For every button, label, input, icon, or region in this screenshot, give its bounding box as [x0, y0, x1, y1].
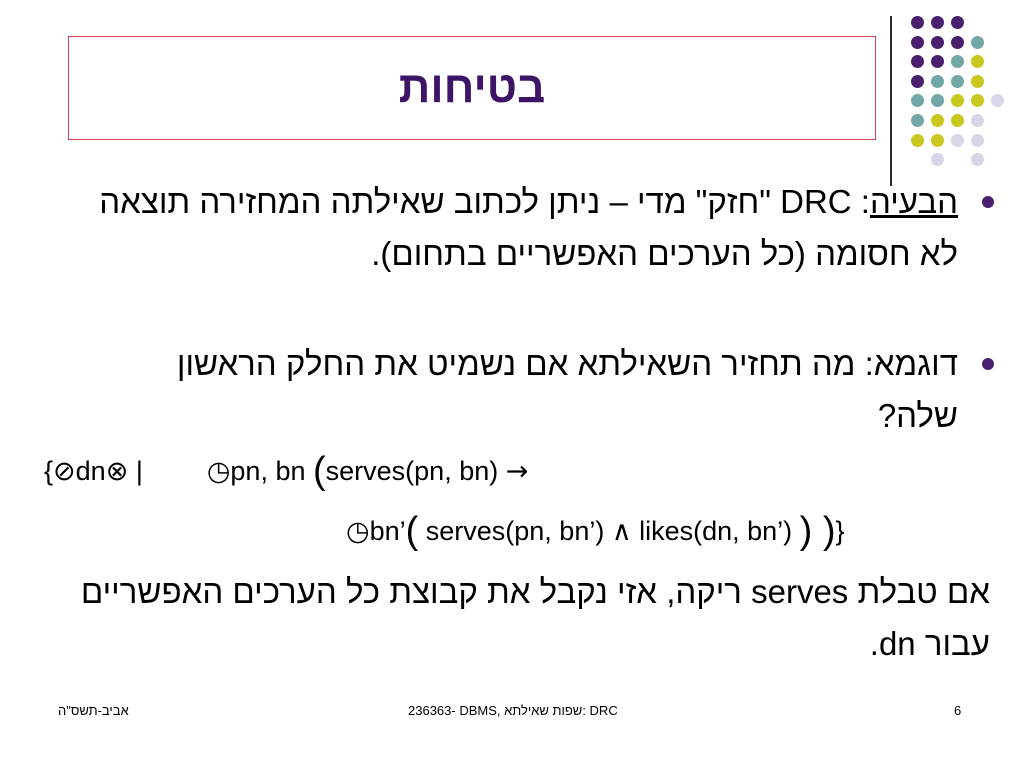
quantifier-symbol: ◷	[206, 456, 231, 487]
open-paren: (	[312, 450, 326, 492]
dot-lavender	[971, 153, 984, 166]
open-paren: (	[405, 510, 419, 552]
dot-teal	[971, 36, 984, 49]
dot-lavender	[971, 114, 984, 127]
dot-yellow	[971, 55, 984, 68]
bullet-body: : DRC "חזק" מדי – ניתן לכתוב שאילתה המחזירה תוצאה לא חסומה (כל הערכים האפשריים בתחום).	[99, 183, 958, 272]
formula-line-2	[346, 510, 845, 552]
footer-page-number: 6	[954, 703, 962, 718]
set-open-brace: {	[44, 456, 54, 486]
dot-yellow	[931, 134, 944, 147]
dot-yellow	[931, 114, 944, 127]
dot-yellow	[911, 134, 924, 147]
dot-purple	[911, 75, 924, 88]
bullet-text	[98, 176, 958, 280]
bullet-heading: הבעיה	[869, 183, 958, 220]
dot-teal	[951, 75, 964, 88]
dot-teal	[911, 114, 924, 127]
predicate-serves: serves(pn, bn)	[325, 456, 506, 486]
symbol-glyph: ⊗	[105, 456, 129, 487]
predicate-likes: likes(dn, bn’)	[631, 516, 800, 546]
dot-teal	[931, 94, 944, 107]
quantified-vars: pn, bn	[230, 456, 313, 486]
formula-line-1	[44, 450, 529, 492]
dot-teal	[931, 75, 944, 88]
slide-title: בטיחות	[398, 63, 546, 112]
dot-purple	[951, 36, 964, 49]
dot-purple	[911, 16, 924, 29]
dot-purple	[931, 16, 944, 29]
symbol-glyph: ⊘	[53, 456, 76, 487]
dot-teal	[911, 94, 924, 107]
footer-date: אביב-תשס"ה	[58, 703, 129, 718]
dot-yellow	[971, 94, 984, 107]
dot-teal	[951, 55, 964, 68]
dot-purple	[931, 55, 944, 68]
variable-bn-prime: bn’	[369, 516, 406, 546]
dot-purple	[911, 36, 924, 49]
conclusion-text: אם טבלת serves ריקה, אזי נקבל את קבוצת כל הערכים האפשריים עבור dn.	[80, 573, 990, 662]
separator-bar: |	[128, 456, 143, 486]
quantifier-symbol: ◷	[346, 516, 370, 547]
vertical-divider	[890, 16, 892, 186]
and-symbol: ∧	[611, 516, 632, 547]
bullet-dot	[982, 196, 994, 208]
bullet-dot	[982, 358, 994, 370]
dot-lavender	[951, 134, 964, 147]
dot-yellow	[971, 75, 984, 88]
bullet-body: דוגמא: מה תחזיר השאילתא אם נשמיט את החלק הראשון שלה?	[176, 345, 958, 434]
dot-lavender	[931, 153, 944, 166]
dot-purple	[951, 16, 964, 29]
implication-arrow: →	[505, 456, 529, 487]
close-parens: ) )	[799, 510, 836, 552]
dot-yellow	[951, 94, 964, 107]
dot-purple	[911, 55, 924, 68]
dot-yellow	[951, 114, 964, 127]
dot-lavender	[971, 134, 984, 147]
footer-course: 236363- DBMS, שפות שאילתא: DRC	[408, 703, 618, 718]
title-frame	[68, 36, 876, 140]
predicate-serves: serves(pn, bn’)	[418, 516, 612, 546]
variable-dn: dn	[75, 456, 106, 486]
bullet-text	[98, 338, 958, 442]
set-close-brace: }	[835, 516, 845, 546]
dot-lavender	[991, 94, 1004, 107]
dot-purple	[931, 36, 944, 49]
